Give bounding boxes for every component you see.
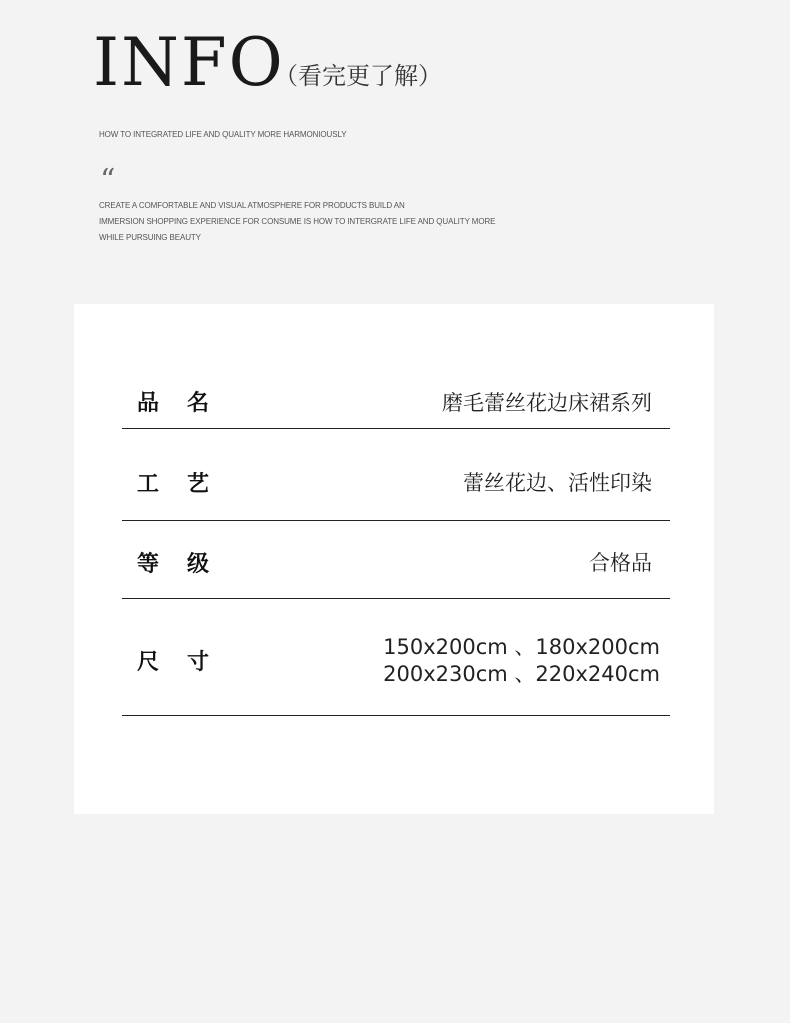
- spec-row-size: [122, 599, 670, 716]
- spec-card: [74, 304, 714, 814]
- spec-row-grade: [122, 521, 670, 599]
- description: [99, 201, 495, 249]
- description-line: CREATE A COMFORTABLE AND VISUAL ATMOSPHERE FOR PRODUCTS BUILD AN: [99, 201, 405, 210]
- spec-label-grade: 等级: [137, 552, 238, 577]
- spec-value-craft: 蕾丝花边、活性印染: [463, 471, 652, 495]
- spec-value-name: 磨毛蕾丝花边床裙系列: [442, 391, 652, 415]
- spec-value-grade: 合格品: [589, 551, 652, 575]
- info-subtitle: （看完更了解）: [274, 62, 442, 90]
- info-title: INFO: [93, 24, 285, 101]
- spec-label-craft: 工艺: [137, 472, 238, 497]
- spec-label-size: 尺寸: [137, 650, 238, 675]
- spec-value-size: [383, 634, 660, 688]
- size-line: 200x230cm 、220x240cm: [383, 662, 660, 686]
- spec-label-name: 品名: [137, 391, 238, 416]
- description-line: WHILE PURSUING BEAUTY: [99, 233, 201, 242]
- spec-row-craft: [122, 429, 670, 521]
- size-line: 150x200cm 、180x200cm: [383, 635, 660, 659]
- tagline: HOW TO INTEGRATED LIFE AND QUALITY MORE HARMONIOUSLY: [99, 130, 347, 139]
- spec-row-name: [122, 362, 670, 429]
- description-line: IMMERSION SHOPPING EXPERIENCE FOR CONSUME IS HOW TO INTERGRATE LIFE AND QUALITY MORE: [99, 217, 496, 226]
- quote-icon: “: [100, 163, 116, 198]
